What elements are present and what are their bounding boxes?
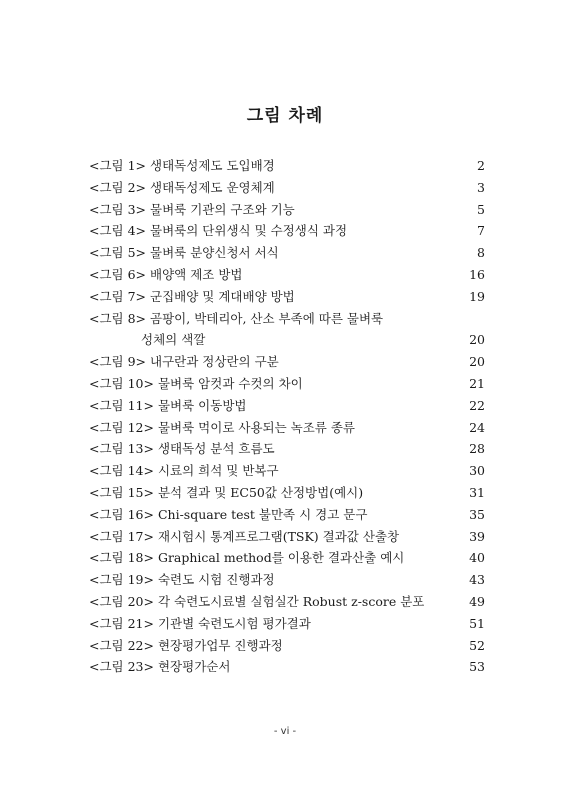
figure-label: <그림 8> <box>89 310 147 326</box>
page-ref: 53 <box>469 659 485 675</box>
figure-label: <그림 5> <box>89 245 147 261</box>
toc-entry <box>89 286 485 308</box>
figure-title: 군집배양 및 계대배양 방법 <box>150 288 295 304</box>
toc-entry-text <box>89 286 295 308</box>
figure-title: Graphical method를 이용한 결과산출 예시 <box>157 550 405 566</box>
toc-entry <box>89 438 485 460</box>
toc-entry-text <box>89 591 424 613</box>
page-ref: 2 <box>477 158 485 173</box>
page-ref: 39 <box>469 528 485 544</box>
figure-label: <그림 19> <box>89 572 154 588</box>
figure-title: 생태독성제도 운영체계 <box>150 179 275 195</box>
figure-title: 물벼룩 암컷과 수컷의 차이 <box>157 375 303 391</box>
toc-entry-text <box>89 417 355 439</box>
figure-label: <그림 1> <box>89 158 147 173</box>
toc-entry <box>89 242 485 264</box>
figure-title: 물벼룩의 단위생식 및 수정생식 과정 <box>150 223 348 239</box>
figure-list <box>89 155 485 678</box>
toc-entry-text <box>89 199 295 221</box>
figure-title: 배양액 제조 방법 <box>150 266 243 282</box>
figure-label: <그림 16> <box>89 506 154 522</box>
toc-entry <box>89 569 485 591</box>
toc-entry-text <box>89 373 303 395</box>
toc-entry-text <box>89 460 279 482</box>
figure-title: 물벼룩 분양신청서 서식 <box>150 245 279 261</box>
figure-label: <그림 11> <box>89 397 154 413</box>
toc-entry <box>89 395 485 417</box>
page-ref: 20 <box>469 332 485 348</box>
figure-title: 각 숙련도시료별 실험실간 Robust z-score 분포 <box>157 593 425 609</box>
figure-title: 생태독성 분석 흐름도 <box>157 441 275 457</box>
page-ref: 30 <box>469 463 485 479</box>
page-ref: 31 <box>469 484 485 500</box>
page-ref: 7 <box>477 223 485 239</box>
figure-title: 숙련도 시험 진행과정 <box>157 572 275 588</box>
toc-entry <box>89 635 485 657</box>
figure-label: <그림 13> <box>89 441 154 457</box>
toc-entry-text <box>89 526 399 548</box>
figure-title: 내구란과 정상란의 구분 <box>150 354 279 370</box>
figure-label: <그림 10> <box>89 375 154 391</box>
page-ref: 16 <box>469 266 485 282</box>
toc-entry <box>89 526 485 548</box>
figure-title: 현장평가업무 진행과정 <box>157 637 283 653</box>
page-ref: 3 <box>477 179 485 195</box>
toc-entry <box>89 591 485 613</box>
page-ref: 22 <box>469 397 485 413</box>
toc-entry-text <box>89 351 279 373</box>
page-ref: 52 <box>469 637 485 653</box>
toc-entry <box>89 613 485 635</box>
page-number: - vi - <box>273 726 297 737</box>
toc-entry <box>89 460 485 482</box>
figure-label: <그림 17> <box>89 528 154 544</box>
figure-label: <그림 12> <box>89 419 154 435</box>
toc-entry <box>89 351 485 373</box>
toc-entry <box>89 504 485 526</box>
toc-entry <box>89 177 485 199</box>
figure-label: <그림 15> <box>89 484 154 500</box>
toc-entry-text <box>89 656 230 678</box>
figure-label: <그림 9> <box>89 354 147 370</box>
page-ref: 49 <box>469 593 485 609</box>
toc-entry-text <box>89 155 275 177</box>
toc-entry-text <box>89 635 283 657</box>
toc-entry <box>89 264 485 286</box>
figure-title: 물벼룩 먹이로 사용되는 녹조류 종류 <box>157 419 355 435</box>
page-ref: 21 <box>469 375 485 391</box>
figure-label: <그림 4> <box>89 223 147 239</box>
toc-entry-text <box>89 482 363 504</box>
toc-entry-text <box>89 504 367 526</box>
toc-entry <box>89 417 485 439</box>
toc-entry-text <box>89 220 347 242</box>
toc-entry <box>89 373 485 395</box>
figure-title: Chi-square test 불만족 시 경고 문구 <box>157 506 368 522</box>
page-ref: 19 <box>469 288 485 304</box>
figure-title: 현장평가순서 <box>157 659 231 675</box>
page-ref: 20 <box>469 354 485 370</box>
toc-entry-text <box>89 613 311 635</box>
page-title: 그림 차례 <box>246 106 324 126</box>
figure-label: <그림 21> <box>89 615 154 631</box>
figure-label: <그림 14> <box>89 463 154 479</box>
page-ref: 24 <box>469 419 485 435</box>
toc-entry-text <box>89 569 275 591</box>
toc-entry <box>89 482 485 504</box>
page-ref: 5 <box>477 201 485 217</box>
figure-title: 분석 결과 및 EC50값 산정방법(예시) <box>157 484 364 500</box>
figure-title: 생태독성제도 도입배경 <box>150 158 275 173</box>
figure-label: <그림 6> <box>89 266 147 282</box>
figure-title: 물벼룩 이동방법 <box>157 397 247 413</box>
figure-label: <그림 3> <box>89 201 147 217</box>
toc-entry-text <box>89 438 275 460</box>
figure-title-continuation: 성체의 색깔 <box>141 332 206 348</box>
page-ref: 51 <box>469 615 485 631</box>
toc-entry <box>89 199 485 221</box>
toc-entry-text <box>89 177 275 199</box>
toc-entry <box>89 547 485 569</box>
page-ref: 40 <box>469 550 485 566</box>
toc-entry <box>89 656 485 678</box>
figure-label: <그림 22> <box>89 637 154 653</box>
figure-label: <그림 2> <box>89 179 147 195</box>
toc-entry-text <box>89 264 243 286</box>
figure-title: 물벼룩 기관의 구조와 기능 <box>150 201 295 217</box>
toc-entry-text <box>89 547 404 569</box>
toc-entry <box>89 220 485 242</box>
figure-label: <그림 7> <box>89 288 147 304</box>
toc-entry-text <box>89 395 246 417</box>
toc-entry <box>89 308 485 352</box>
figure-label: <그림 20> <box>89 593 154 609</box>
page-ref: 43 <box>469 572 485 588</box>
figure-title: 곰팡이, 박테리아, 산소 부족에 따른 물벼룩 <box>150 310 384 326</box>
page-ref: 35 <box>469 506 485 522</box>
figure-title: 재시험시 통계프로그램(TSK) 결과값 산출창 <box>157 528 400 544</box>
toc-entry-text <box>89 242 279 264</box>
figure-title: 기관별 숙련도시험 평가결과 <box>157 615 311 631</box>
toc-entry-text <box>89 308 383 352</box>
figure-label: <그림 23> <box>89 659 154 675</box>
figure-title: 시료의 희석 및 반복구 <box>157 463 279 479</box>
page-ref: 8 <box>477 245 485 261</box>
page-ref: 28 <box>469 441 485 457</box>
figure-label: <그림 18> <box>89 550 154 566</box>
toc-entry <box>89 155 485 177</box>
